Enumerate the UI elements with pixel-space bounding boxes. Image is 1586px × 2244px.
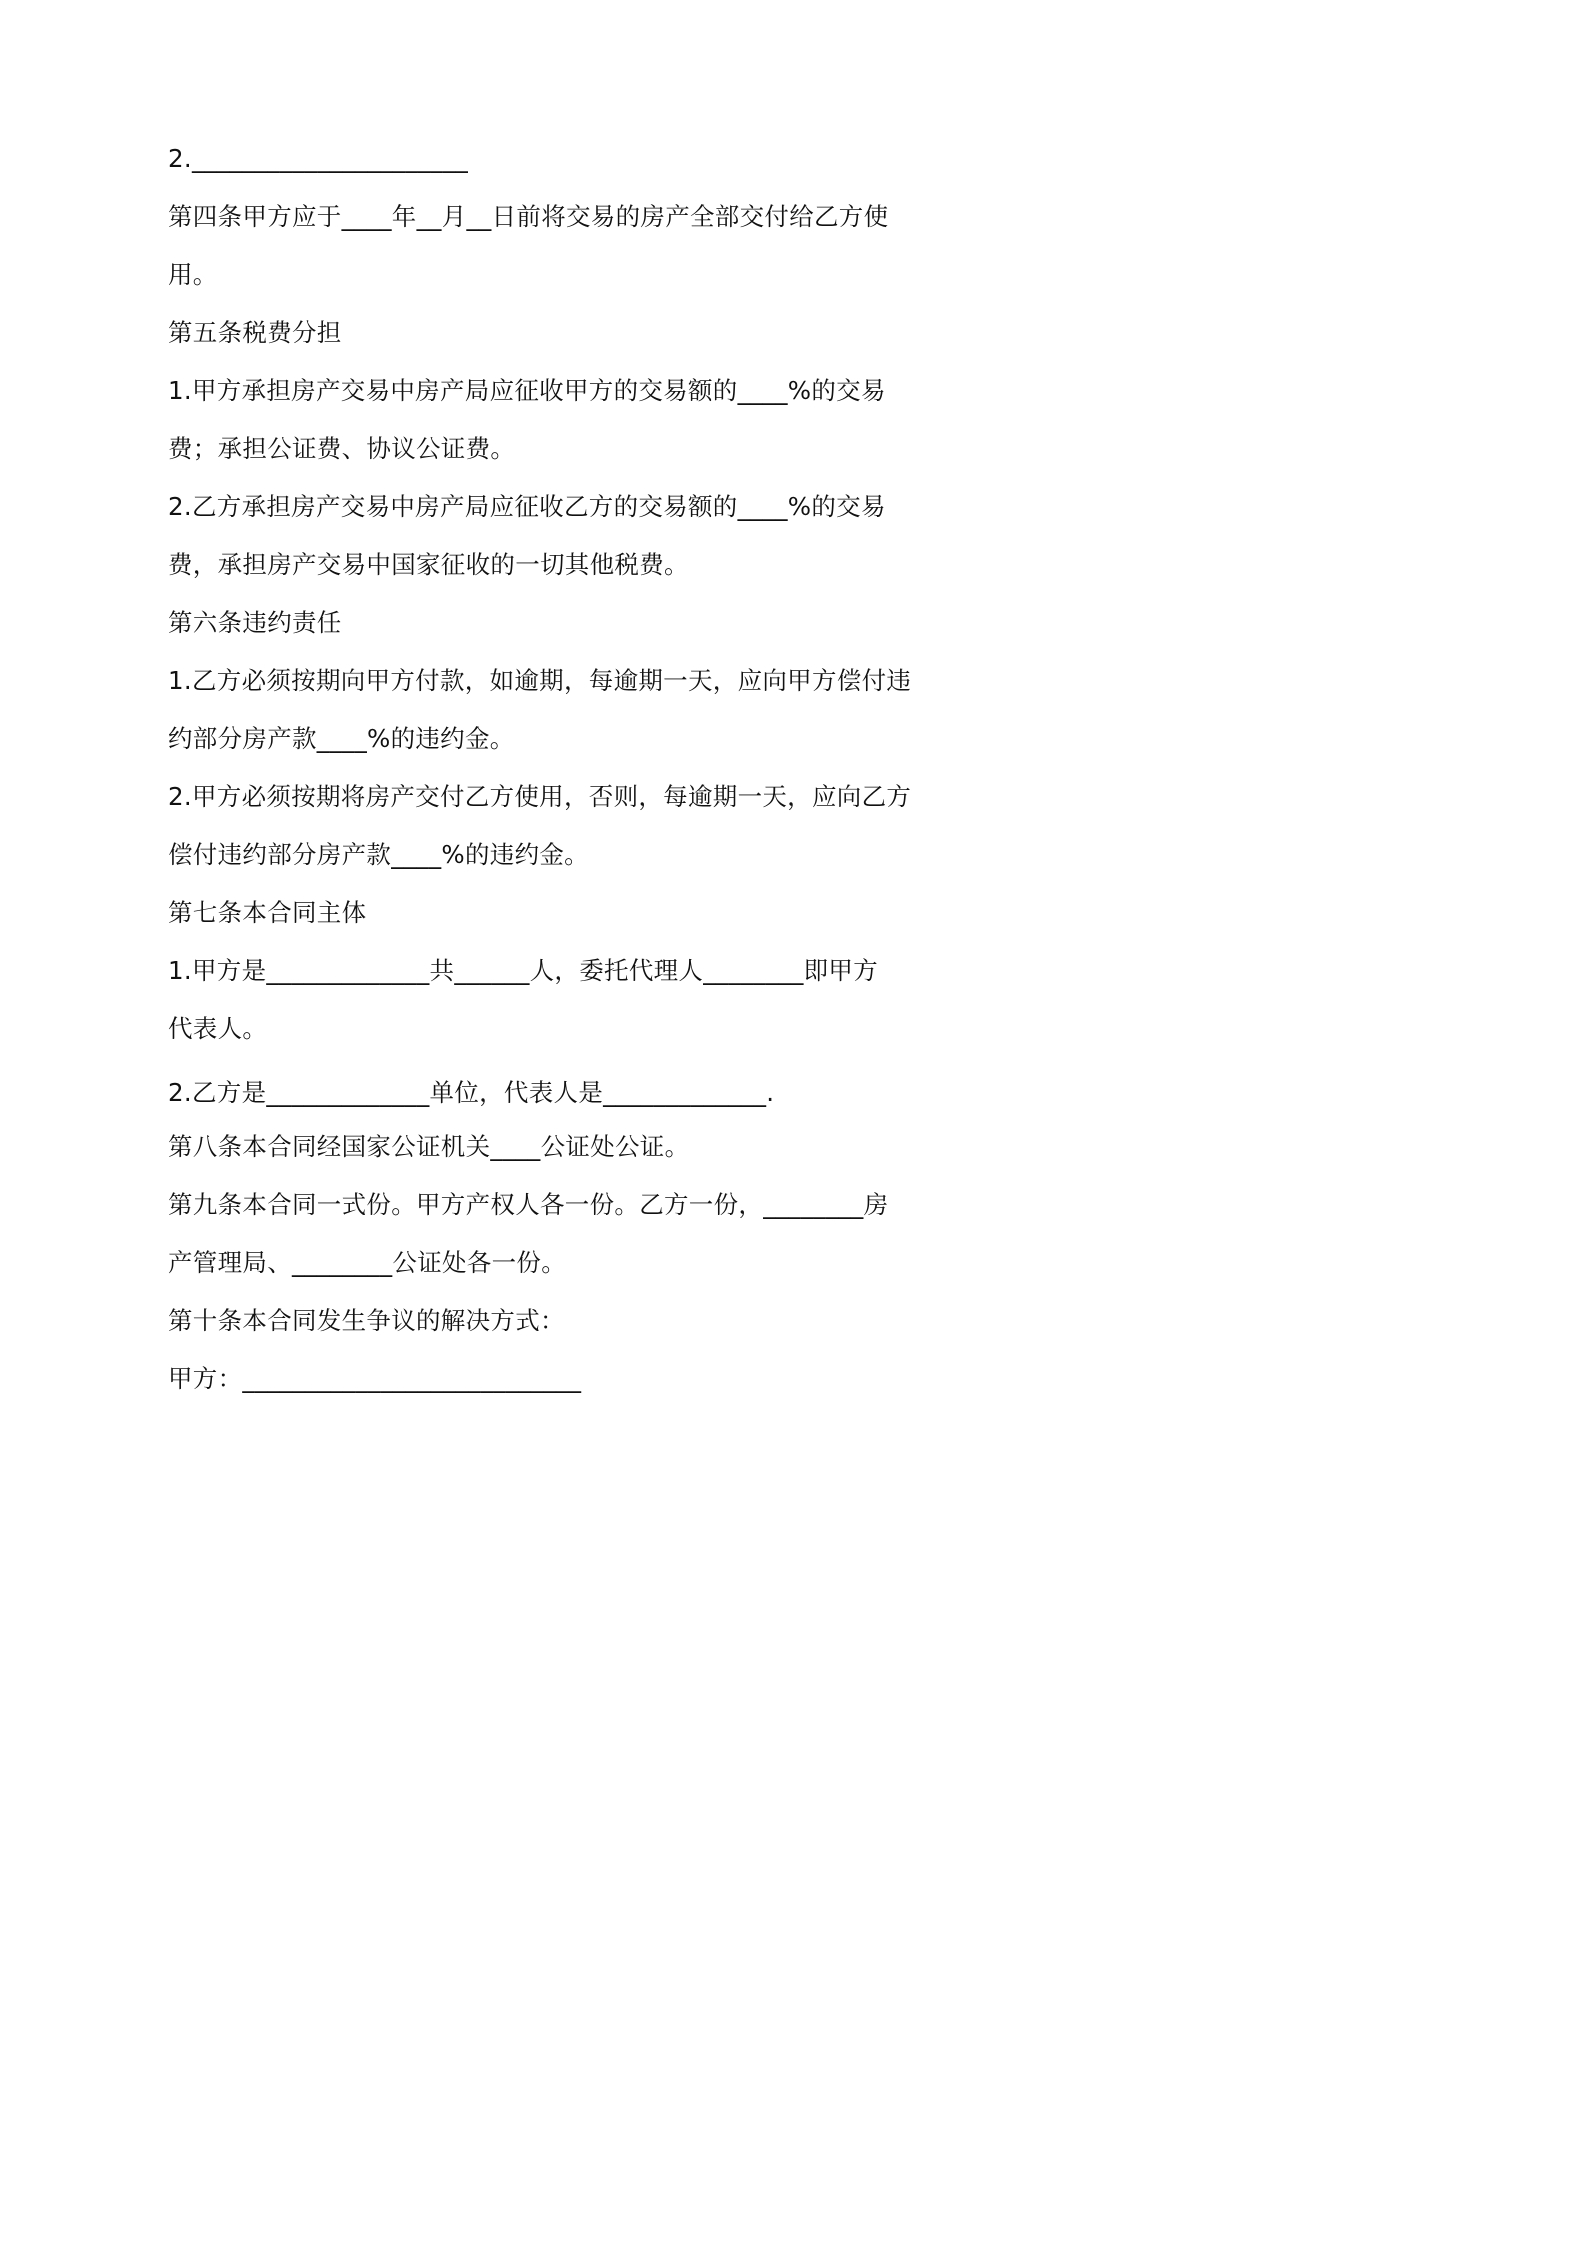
document-line: 产管理局、________公证处各一份。 bbox=[168, 1248, 566, 1277]
document-line: 2.______________________ bbox=[168, 144, 469, 173]
document-line: 1.甲方是_____________共______人，委托代理人________即甲方 bbox=[168, 956, 879, 985]
document-line: 1.甲方承担房产交易中房产局应征收甲方的交易额的____%的交易 bbox=[168, 376, 886, 405]
document-line: 用。 bbox=[168, 260, 218, 289]
section-heading: 第七条本合同主体 bbox=[168, 898, 367, 927]
document-line: 费；承担公证费、协议公证费。 bbox=[168, 434, 516, 463]
section-heading: 第十条本合同发生争议的解决方式： bbox=[168, 1306, 565, 1335]
document-line: 2.甲方必须按期将房产交付乙方使用，否则，每逾期一天，应向乙方 bbox=[168, 782, 912, 811]
document-line: 第八条本合同经国家公证机关____公证处公证。 bbox=[168, 1132, 690, 1161]
document-line: 1.乙方必须按期向甲方付款，如逾期，每逾期一天，应向甲方偿付违 bbox=[168, 666, 912, 695]
document-line: 2.乙方是_____________单位，代表人是_____________. bbox=[168, 1078, 775, 1107]
section-heading: 第五条税费分担 bbox=[168, 318, 342, 347]
document-line: 约部分房产款____%的违约金。 bbox=[168, 724, 515, 753]
document-line: 代表人。 bbox=[168, 1014, 268, 1043]
document-line: 第九条本合同一式份。甲方产权人各一份。乙方一份，________房 bbox=[168, 1190, 889, 1219]
section-heading: 第六条违约责任 bbox=[168, 608, 342, 637]
document-line: 费，承担房产交易中国家征收的一切其他税费。 bbox=[168, 550, 689, 579]
signature-line: 甲方：___________________________ bbox=[168, 1364, 582, 1393]
document-line: 偿付违约部分房产款____%的违约金。 bbox=[168, 840, 589, 869]
document-line: 2.乙方承担房产交易中房产局应征收乙方的交易额的____%的交易 bbox=[168, 492, 886, 521]
document-line: 第四条甲方应于____年__月__日前将交易的房产全部交付给乙方使 bbox=[168, 202, 889, 231]
document-page bbox=[0, 0, 1103, 1561]
